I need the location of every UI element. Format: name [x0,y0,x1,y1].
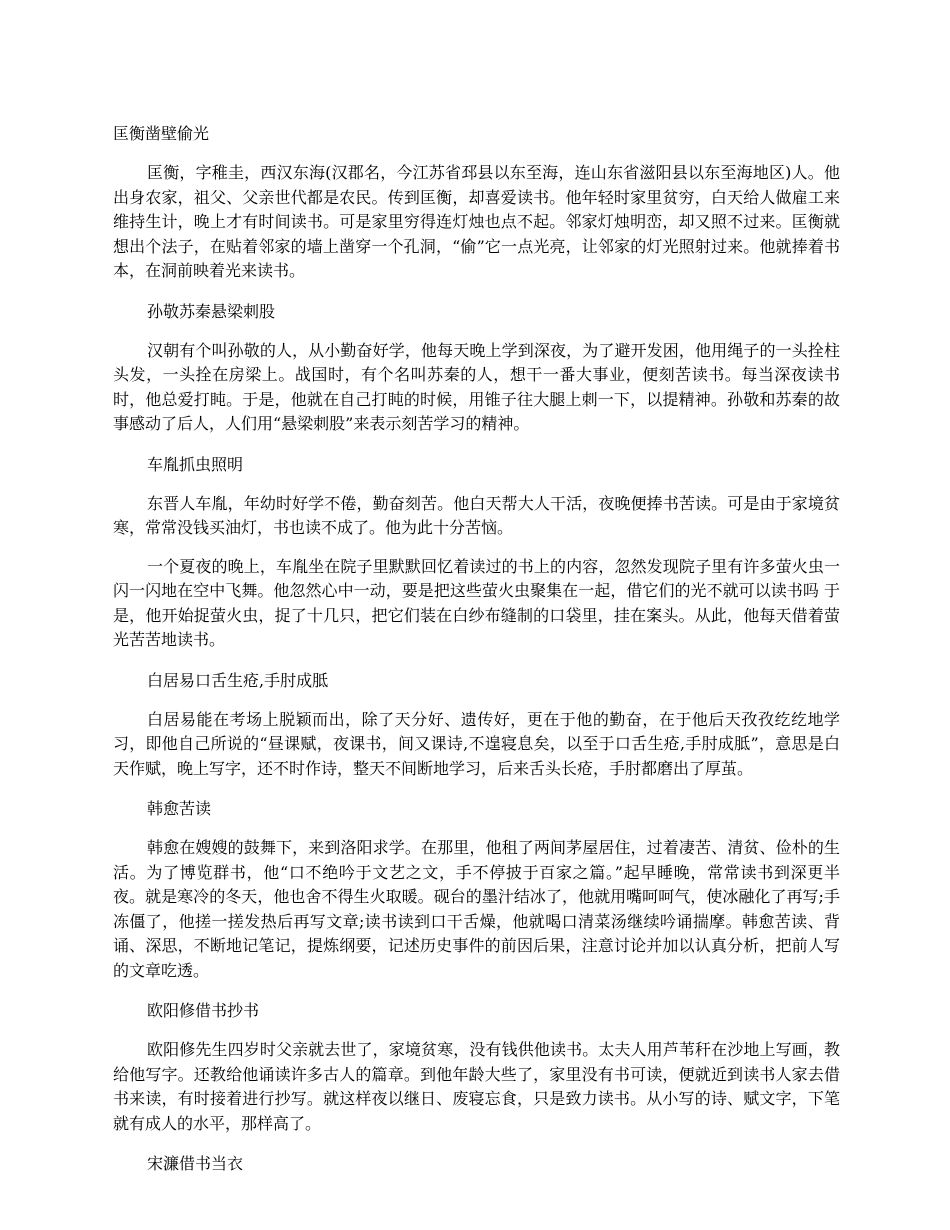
section-paragraph: 东晋人车胤，年幼时好学不倦，勤奋刻苦。他白天帮大人干活，夜晚便捧书苦读。可是由于家境贫寒，常常没钱买油灯，书也读不成了。他为此十分苦恼。 [113,493,840,537]
section-han-yu [113,795,840,983]
section-sun-jing-su-qin [113,298,840,437]
section-paragraph: 匡衡，字稚圭，西汉东海(汉郡名，今江苏省邳县以东至海，连山东省滋阳县以东至海地区)人。他出身农家，祖父、父亲世代都是农民。传到匡衡，却喜爱读书。他年轻时家里贫穷，白天给人做雇工来维持生计，晚上才有时间读书。可是家里穷得连灯烛也点不起。邻家灯烛明峦，却又照不过来。匡衡就想出个法子，在贴着邻家的墙上凿穿一个孔洞，“偷”它一点光亮，让邻家的灯光照射过来。他就捧着书本，在洞前映着光来读书。 [113,163,840,280]
section-che-yin [113,451,840,653]
section-paragraph: 欧阳修先生四岁时父亲就去世了，家境贫寒，没有钱供他读书。太夫人用芦苇秆在沙地上写画，教给他写字。还教给他诵读许多古人的篇章。到他年龄大些了，家里没有书可读，便就近到读书人家去借书来读，有时接着进行抄写。就这样夜以继日、废寝忘食，只是致力读书。从小写的诗、赋文字，下笔就有成人的水平，那样高了。 [113,1040,840,1133]
section-paragraph: 汉朝有个叫孙敬的人，从小勤奋好学，他每天晚上学到深夜，为了避开发困，他用绳子的一头拴柱头发，一头拴在房梁上。战国时，有个名叫苏秦的人，想干一番大事业，便刻苦读书。每当深夜读书时，他总爱打盹。于是，他就在自己打盹的时候，用锥子往大腿上刺一下，以提精神。孙敬和苏秦的故事感动了后人，人们用“悬梁刺股”来表示刻苦学习的精神。 [113,340,840,433]
document-page [113,120,840,1191]
section-title: 欧阳修借书抄书 [147,1001,260,1020]
section-bai-juyi [113,667,840,782]
section-title: 匡衡凿壁偷光 [113,124,210,143]
section-kuang-heng [113,120,840,284]
section-title: 孙敬苏秦悬梁刺股 [147,301,276,321]
section-paragraph: 一个夏夜的晚上，车胤坐在院子里默默回忆着读过的书上的内容，忽然发现院子里有许多萤火虫一闪一闪地在空中飞舞。他忽然心中一动，要是把这些萤火虫聚集在一起，借它们的光不就可以读书吗 于是，他开始捉萤火虫，捉了十几只，把它们装在白纱布缝制的口袋里，挂在案头。从此，他每天借着萤光苦苦地读书。 [113,556,840,649]
section-paragraph: 韩愈在嫂嫂的鼓舞下，来到洛阳求学。在那里，他租了两间茅屋居住，过着凄苦、清贫、俭朴的生活。为了博览群书，他“口不绝吟于文艺之文，手不停披于百家之篇。”起早睡晚，常常读书到深更半夜。就是寒冷的冬天，他也舍不得生火取暖。砚台的墨汁结冰了，他就用嘴呵呵气，使冰融化了再写;手冻僵了，他搓一搓发热后再写文章;读书读到口干舌燥，他就喝口清菜汤继续吟诵揣摩。韩愈苦读、背诵、深思，不断地记笔记，提炼纲要，记述历史事件的前因后果，注意讨论并加以认真分析，把前人写的文章吃透。 [113,838,840,980]
section-ouyang-xiu [113,997,840,1136]
section-paragraph: 白居易能在考场上脱颖而出，除了天分好、遗传好，更在于他的勤奋，在于他后天孜孜纥纥地学习，即他自己所说的“昼课赋，夜课书，间又课诗,不遑寝息矣，以至于口舌生疮,手肘成胝”，意思是白天作赋，晚上写字，还不时作诗，整天不间断地学习，后来舌头长疮，手肘都磨出了厚茧。 [113,709,840,778]
section-title: 韩愈苦读 [147,799,212,818]
section-song-lian [113,1150,840,1177]
section-title: 白居易口舌生疮,手肘成胝 [147,670,329,690]
section-title: 宋濂借书当衣 [147,1154,244,1173]
section-title: 车胤抓虫照明 [147,454,244,474]
